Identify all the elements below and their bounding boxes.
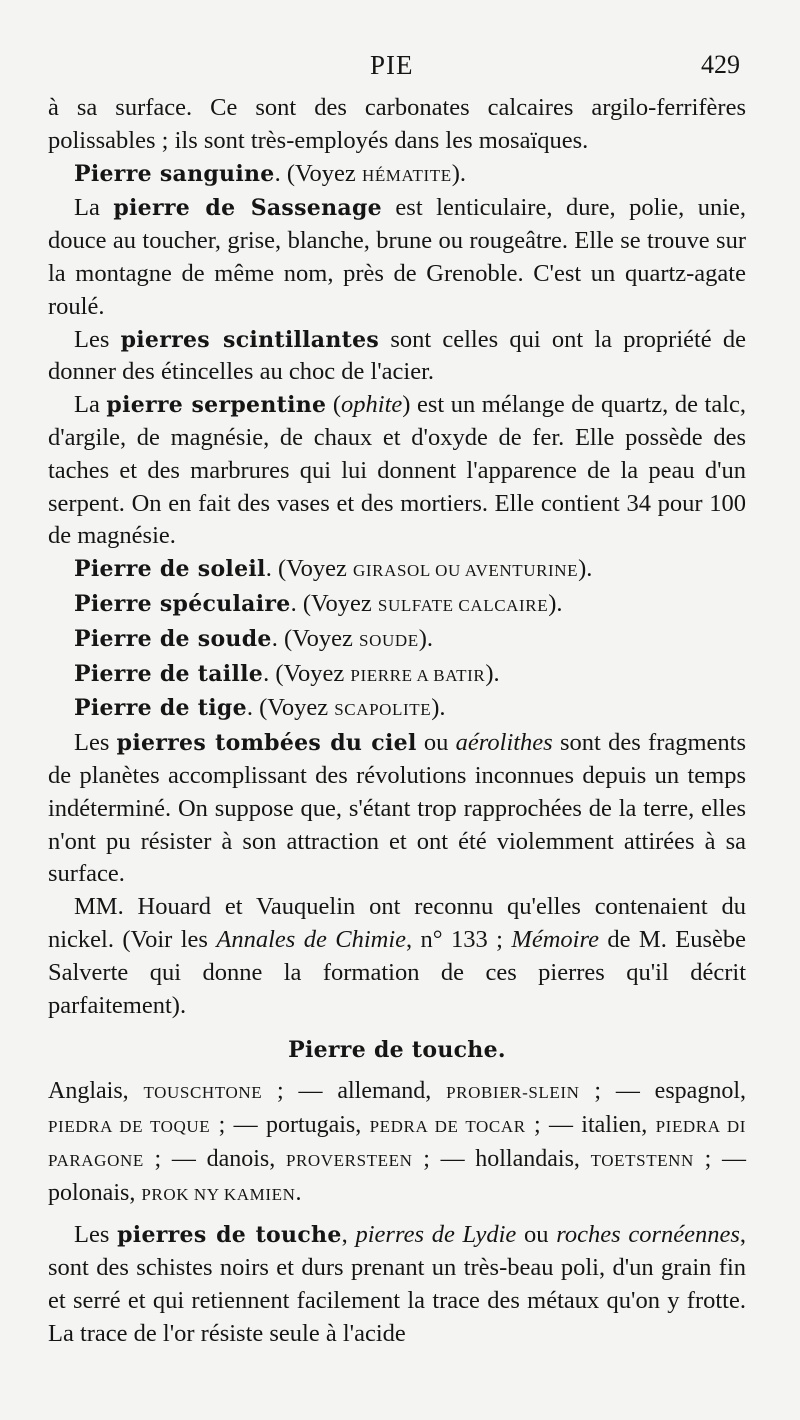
cross-reference: PIERRE A BATIR — [350, 665, 486, 685]
entry-term: Pierre sanguine — [74, 160, 275, 187]
italic-title: Annales de Chimie — [216, 925, 407, 953]
text: sont celles qui ont la propriété de donner des étincelles au choc de l'acier. — [48, 325, 747, 386]
translations-paragraph — [48, 1075, 746, 1211]
text: Les — [74, 325, 121, 353]
entry-term: pierre de Sassenage — [113, 195, 382, 222]
text: , — [341, 1221, 356, 1249]
text: Anglais, — [48, 1078, 144, 1105]
entry-term: pierres tombées du ciel — [116, 730, 417, 757]
text: . (Voyez — [265, 555, 354, 583]
cross-reference: GIRASOL OU AVENTURINE — [353, 561, 579, 581]
text: ou — [416, 729, 456, 757]
text: ; — hollandais, — [412, 1146, 591, 1173]
text: ; — danois, — [143, 1146, 286, 1173]
text: ) est un mélange de quartz, de talc, d'argile, de magnésie, de chaux et d'oxyde de fer. Elle possède des taches et des marbrures qui lui donnent l'apparence de la peau d'un serpent. On en fait des vases et des mortiers. Elle contient 34 pour 100 de magnésie. — [48, 391, 746, 550]
text: ). — [418, 624, 434, 652]
text: La — [74, 194, 114, 222]
section-heading-text: Pierre de touche. — [288, 1037, 506, 1064]
entry-term: Pierre de taille — [74, 660, 264, 687]
text: ; — italien, — [525, 1112, 656, 1139]
cross-reference: SOUDE — [359, 630, 419, 650]
foreign-term: TOETSTENN — [590, 1151, 694, 1171]
text: ). — [485, 659, 500, 687]
running-head: PIE — [370, 50, 414, 80]
entry-sassenage — [48, 192, 746, 323]
italic-term: aérolithes — [455, 729, 553, 757]
text: ( — [326, 391, 342, 419]
text: ; — espagnol, — [579, 1078, 746, 1105]
page-number: 429 — [701, 50, 740, 79]
text: sont des fragments de planètes accomplissant des révolutions inconnues depuis un temps indéterminé. On suppose que, s'étant trop rapprochées de la terre, elles n'ont pu résister à son attraction et ont été violemment attirées à sa surface. — [48, 729, 746, 888]
spacer — [48, 1211, 746, 1219]
text: . (Voyez — [246, 694, 335, 722]
entry-pierres-de-touche — [48, 1219, 746, 1350]
entry-term: pierres scintillantes — [120, 326, 380, 353]
text: La — [74, 391, 107, 419]
italic-term: ophite — [341, 391, 403, 419]
entry-term: Pierre spéculaire — [74, 590, 291, 617]
entry-serpentine — [48, 389, 746, 553]
text: , n° 133 ; — [406, 925, 512, 953]
entry-taille — [48, 658, 746, 693]
text: . — [295, 1180, 302, 1207]
text: ). — [548, 589, 563, 617]
text: Les — [74, 1221, 118, 1249]
entry-term: Pierre de soude — [74, 625, 272, 652]
entry-sanguine — [48, 158, 746, 193]
text: Les — [74, 729, 117, 757]
text: . (Voyez — [271, 624, 360, 652]
entry-speculaire — [48, 588, 746, 623]
foreign-term: PEDRA DE TOCAR — [369, 1117, 526, 1137]
entry-term: Pierre de tige — [74, 695, 247, 722]
text: de M. Eusèbe Salverte qui donne la formation de ces pierres qu'il décrit parfaitement). — [48, 925, 746, 1019]
entry-term: Pierre de soleil — [74, 556, 266, 583]
page-header — [0, 50, 800, 90]
cross-reference: SULFATE CALCAIRE — [377, 595, 549, 615]
section-heading — [48, 1034, 746, 1067]
paragraph — [48, 92, 746, 158]
foreign-term: PROK NY KAMIEN — [141, 1185, 296, 1205]
entry-tombees-du-ciel — [48, 727, 746, 891]
text: ; — allemand, — [262, 1078, 447, 1105]
text: est lenticulaire, dure, polie, unie, douce au toucher, grise, blanche, brune ou rougeâtre. Elle se trouve sur la montagne de même nom, près de Grenoble. C'est un quartz-agate roulé. — [48, 194, 747, 320]
italic-title: Mémoire — [511, 925, 599, 953]
foreign-term: PIEDRA DE TOQUE — [48, 1117, 211, 1137]
cross-reference: HÉMATITE — [361, 165, 452, 185]
text: ou — [516, 1221, 557, 1249]
text: ; — polonais, — [48, 1146, 747, 1207]
entry-tige — [48, 692, 746, 727]
text: à sa surface. Ce sont des carbonates calcaires argilo-ferrifères polissables ; ils sont très-employés dans les mosaïques. — [48, 94, 746, 154]
entry-term: pierre serpentine — [106, 392, 327, 419]
text: , sont des schistes noirs et durs prenant un très-beau poli, d'un grain fin et serré et qui retiennent facilement la trace des métaux qu'on y frotte. La trace de l'or résiste seule à l'acide — [48, 1221, 747, 1347]
text: . (Voyez — [274, 159, 362, 187]
entry-scintillantes — [48, 324, 746, 390]
paragraph-houard-vauquelin — [48, 891, 746, 1022]
foreign-term: PIEDRA DI PARAGONE — [48, 1117, 747, 1171]
entry-term: pierres de touche — [117, 1222, 342, 1249]
italic-term: pierres de Lydie — [355, 1221, 517, 1249]
text: ). — [431, 694, 446, 722]
text: . (Voyez — [290, 589, 378, 617]
italic-term: roches cornéennes — [556, 1221, 740, 1249]
text: MM. Houard et Vauquelin ont reconnu qu'elles contenaient du nickel. (Voir les — [48, 893, 746, 953]
cross-reference: SCAPOLITE — [334, 700, 432, 720]
text: . (Voyez — [263, 659, 351, 687]
foreign-term: TOUSCHTONE — [143, 1083, 263, 1103]
entry-soude — [48, 623, 746, 658]
foreign-term: PROVERSTEEN — [285, 1151, 413, 1171]
text: ). — [451, 159, 467, 187]
text: ). — [578, 555, 593, 583]
text: ; — portugais, — [210, 1112, 370, 1139]
page-body — [48, 92, 746, 1350]
entry-soleil — [48, 553, 746, 588]
foreign-term: PROBIER-SLEIN — [446, 1083, 580, 1103]
